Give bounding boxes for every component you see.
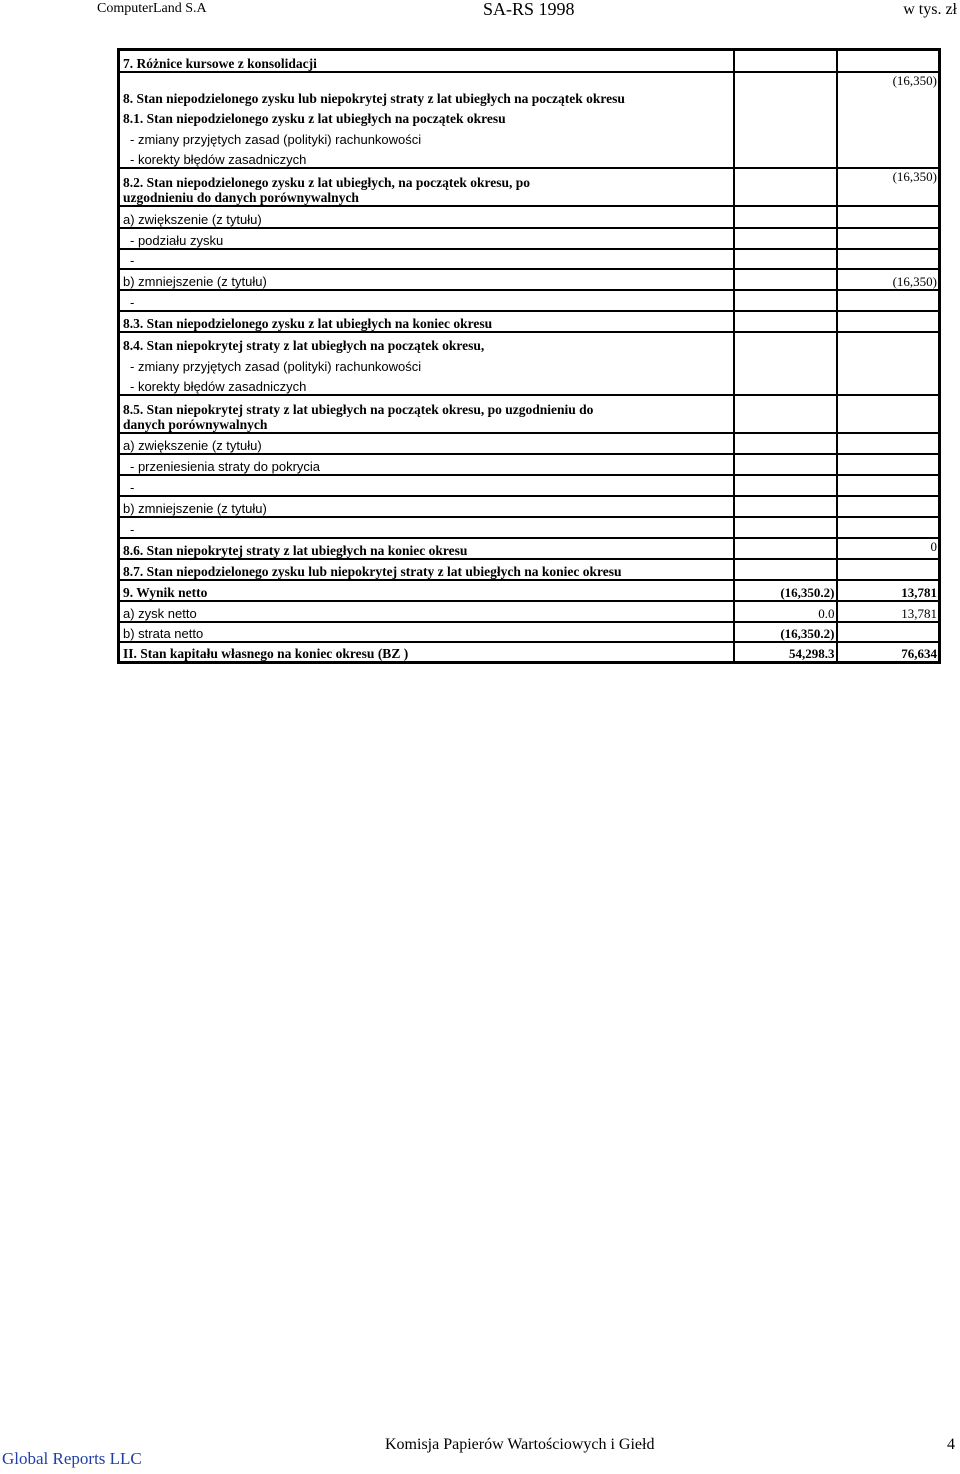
value-col-b: 13,781 [837, 580, 940, 601]
value-col-b [837, 290, 940, 311]
value-col-b: 76,634 [837, 642, 940, 663]
value-col-a: (16,350.2) [734, 580, 837, 601]
table-row [119, 168, 940, 206]
table-row [119, 433, 940, 454]
row-label: b) zmniejszenie (z tytułu) [119, 269, 734, 290]
header-report-title: SA-RS 1998 [483, 0, 575, 19]
table-row [119, 559, 940, 580]
row-label: II. Stan kapitału własnego na koniec okresu (BZ ) [119, 642, 734, 663]
value-col-b: (16,350) [837, 72, 940, 106]
value-col-a [734, 374, 837, 395]
value-col-a [734, 559, 837, 580]
table-row [119, 496, 940, 517]
value-col-a: 0.0 [734, 601, 837, 622]
value-col-b: 13,781 [837, 601, 940, 622]
table-row [119, 332, 940, 353]
value-col-b [837, 311, 940, 332]
value-col-b [837, 147, 940, 168]
row-label: - zmiany przyjętych zasad (polityki) rachunkowości [119, 353, 734, 374]
value-col-a [734, 126, 837, 147]
value-col-a [734, 311, 837, 332]
table-row [119, 475, 940, 496]
value-col-b [837, 206, 940, 228]
row-label: 8.1. Stan niepodzielonego zysku z lat ubiegłych na początek okresu [119, 106, 734, 126]
table-row [119, 206, 940, 228]
value-col-a [734, 50, 837, 72]
table-row [119, 601, 940, 622]
value-col-b [837, 475, 940, 496]
value-col-a [734, 290, 837, 311]
row-label: b) zmniejszenie (z tytułu) [119, 496, 734, 517]
row-label: 8.2. Stan niepodzielonego zysku z lat ubiegłych, na początek okresu, po uzgodnieniu do danych porównywalnych [119, 168, 734, 206]
row-label: - [119, 517, 734, 538]
header-company: ComputerLand S.A [97, 1, 207, 16]
value-col-a [734, 206, 837, 228]
equity-statement-table [117, 48, 941, 664]
value-col-b [837, 106, 940, 126]
footer-publisher: Global Reports LLC [2, 1449, 142, 1468]
table-row [119, 147, 940, 168]
table-row [119, 126, 940, 147]
value-col-a [734, 269, 837, 290]
table-row [119, 311, 940, 332]
value-col-a: (16,350.2) [734, 622, 837, 642]
row-label: 8. Stan niepodzielonego zysku lub niepokrytej straty z lat ubiegłych na początek okresu [119, 72, 734, 106]
table-row [119, 517, 940, 538]
table-row [119, 269, 940, 290]
row-label: - zmiany przyjętych zasad (polityki) rachunkowości [119, 126, 734, 147]
value-col-a [734, 538, 837, 559]
value-col-b [837, 433, 940, 454]
value-col-a [734, 332, 837, 353]
row-label: 8.4. Stan niepokrytej straty z lat ubiegłych na początek okresu, [119, 332, 734, 353]
footer-commission: Komisja Papierów Wartościowych i Giełd [385, 1436, 655, 1453]
value-col-b [837, 395, 940, 433]
value-col-b [837, 496, 940, 517]
value-col-a: 54,298.3 [734, 642, 837, 663]
row-label: 8.6. Stan niepokrytej straty z lat ubiegłych na koniec okresu [119, 538, 734, 559]
value-col-a [734, 147, 837, 168]
value-col-a [734, 475, 837, 496]
value-col-b: (16,350) [837, 168, 940, 206]
table-row [119, 249, 940, 269]
value-col-b [837, 517, 940, 538]
table-row [119, 106, 940, 126]
value-col-b: (16,350) [837, 269, 940, 290]
row-label: 8.3. Stan niepodzielonego zysku z lat ubiegłych na koniec okresu [119, 311, 734, 332]
page-number: 4 [947, 1436, 955, 1453]
row-label: 8.5. Stan niepokrytej straty z lat ubiegłych na początek okresu, po uzgodnieniu do danych porównywalnych [119, 395, 734, 433]
row-label: - korekty błędów zasadniczych [119, 374, 734, 395]
row-label: a) zysk netto [119, 601, 734, 622]
row-label: - [119, 475, 734, 496]
table-row [119, 395, 940, 433]
value-col-b [837, 50, 940, 72]
value-col-b: 0 [837, 538, 940, 559]
row-label: 8.7. Stan niepodzielonego zysku lub niepokrytej straty z lat ubiegłych na koniec okresu [119, 559, 734, 580]
value-col-a [734, 496, 837, 517]
value-col-b [837, 454, 940, 475]
row-label: 7. Różnice kursowe z konsolidacji [119, 50, 734, 72]
value-col-b [837, 126, 940, 147]
row-label: a) zwiększenie (z tytułu) [119, 206, 734, 228]
value-col-a [734, 106, 837, 126]
value-col-a [734, 454, 837, 475]
value-col-b [837, 228, 940, 249]
value-col-b [837, 622, 940, 642]
row-label: - podziału zysku [119, 228, 734, 249]
row-label: b) strata netto [119, 622, 734, 642]
value-col-b [837, 374, 940, 395]
table-row [119, 622, 940, 642]
table-row [119, 374, 940, 395]
table-row [119, 72, 940, 106]
table-row [119, 290, 940, 311]
table-row [119, 580, 940, 601]
table-row [119, 353, 940, 374]
row-label: - [119, 249, 734, 269]
value-col-a [734, 433, 837, 454]
value-col-a [734, 228, 837, 249]
table-row [119, 538, 940, 559]
table-row [119, 454, 940, 475]
value-col-b [837, 332, 940, 353]
table-row [119, 228, 940, 249]
value-col-a [734, 168, 837, 206]
value-col-a [734, 249, 837, 269]
row-label: 9. Wynik netto [119, 580, 734, 601]
header-unit: w tys. zł [903, 1, 957, 18]
table-row [119, 50, 940, 72]
value-col-a [734, 72, 837, 106]
row-label: - [119, 290, 734, 311]
value-col-b [837, 249, 940, 269]
row-label: - korekty błędów zasadniczych [119, 147, 734, 168]
table-row [119, 642, 940, 663]
value-col-b [837, 353, 940, 374]
value-col-b [837, 559, 940, 580]
row-label: - przeniesienia straty do pokrycia [119, 454, 734, 475]
value-col-a [734, 517, 837, 538]
value-col-a [734, 395, 837, 433]
row-label: a) zwiększenie (z tytułu) [119, 433, 734, 454]
value-col-a [734, 353, 837, 374]
